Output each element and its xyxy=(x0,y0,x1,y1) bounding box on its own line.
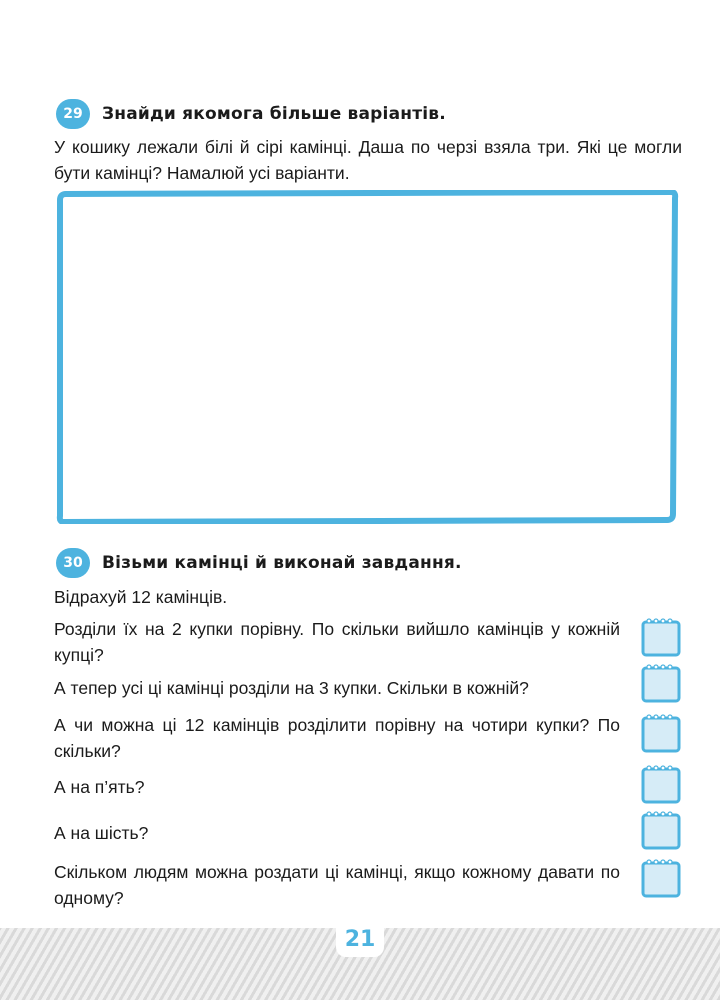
drawing-area[interactable] xyxy=(56,190,680,524)
answer-box[interactable] xyxy=(640,712,682,754)
answer-box[interactable] xyxy=(640,857,682,899)
task-text: У кошику лежали білі й сірі камінці. Даша по черзі взяла три. Які це могли бути камінці? Намалюй усі варіанти. xyxy=(54,137,682,183)
page-number: 21 xyxy=(336,921,384,957)
task-title: Знайди якомога більше варіантів. xyxy=(102,104,446,124)
answer-box[interactable] xyxy=(640,809,682,851)
answer-box[interactable] xyxy=(640,763,682,805)
task-number-badge: 30 xyxy=(56,548,90,578)
task-number-badge: 29 xyxy=(56,99,90,129)
answer-box[interactable] xyxy=(640,662,682,704)
task-item: А тепер усі ці камінці розділи на 3 купки. Скільки в кожній? xyxy=(54,678,529,698)
task-item: А на шість? xyxy=(54,823,149,843)
task-item: Скільком людям можна роздати ці камінці, якщо кожному давати по одному? xyxy=(54,862,620,908)
task-item: А на п’ять? xyxy=(54,777,145,797)
answer-box[interactable] xyxy=(640,616,682,658)
task-item: Розділи їх на 2 купки порівну. По скільки вийшло камінців у кожній купці? xyxy=(54,619,620,665)
task-item: А чи можна ці 12 камінців розділити порівну на чотири купки? По скільки? xyxy=(54,715,620,761)
task-title: Візьми камінці й виконай завдання. xyxy=(102,553,462,573)
task-item: Відрахуй 12 камінців. xyxy=(54,587,228,607)
